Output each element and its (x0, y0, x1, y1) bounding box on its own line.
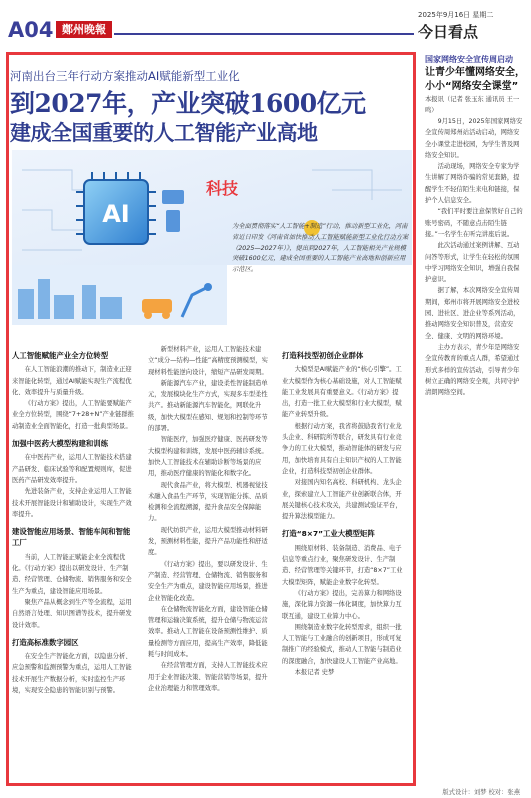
paragraph: 《行动方案》提出，人工智能要赋能产业全方位转型，围绕“7+28+N”产业链群推动制造业全面智能化，打造一批典型场景。 (12, 400, 134, 430)
page-header (0, 0, 531, 44)
paragraph: 在中医药产业，运用人工智能技术搭建产品研发、临床试验等和配置规则库，促进医药产品研发效率提升。 (12, 454, 132, 484)
issue-date: 2025年9月16日 星期二 (418, 11, 494, 19)
sidebar-paragraph: 9月15日，2025年国家网络安全宣传周郑州站活动启动，网络安全小课堂走进校园，为学生普及网络安全知识。 (425, 118, 523, 159)
article-column-1 (12, 344, 136, 696)
sidebar-title-1: 国家网络安全宣传周启动 (425, 55, 513, 64)
paragraph: 对接国内知名高校、科研机构、龙头企业，探索建立人工智能产业创新联合体，开展关键核心技术攻关，共建测试验证平台，提升算法模型能力。 (282, 479, 402, 521)
paragraph: 先进装备产业，支持企业运用人工智能技术开展智能设计和辅助设计，实现生产效率提升。 (12, 488, 132, 518)
paragraph: 《行动方案》提出，要以研发设计、生产制造、经营管理、仓储物流、销售服务和安全生产为重点，建设智能应用场景，推进企业智能化改造。 (148, 560, 268, 602)
chip-ai-label: AI (102, 200, 130, 228)
paragraph: 当前，人工智能正赋能企业全流程优化。《行动方案》提出以研发设计、生产制造、经营管理、仓储物流、销售服务和安全生产为重点，建设智能应用场景。 (12, 553, 132, 595)
sidebar-paragraph: 据了解，本次网络安全宣传周期间，郑州市将开展网络安全进校园、进社区、进企业等系列活动，推动网络安全知识普及，营造安全、健康、文明的网络环境。 (425, 287, 520, 340)
paragraph: 现代食品产业，将大模型、机器视觉技术融入食品生产环节，实现智能分拣、品质检测和全流程溯源，提升食品安全保障能力。 (148, 481, 268, 523)
sidebar-paragraph: 此次活动通过案例讲解、互动问答等形式，让学生在轻松的氛围中学习网络安全知识，增强自我保护意识。 (425, 242, 520, 284)
sidebar-paragraph: “我们平时要注意保管好自己的账号密码，不随意点击陌生链接。”一名学生在听完讲座后说。 (425, 208, 523, 238)
article-column-3 (282, 344, 406, 678)
paragraph: 围绕原材料、装备制造、消费品、电子信息等重点行业，聚焦研发设计、生产制造、经营管理等关键环节，打造“8×7”工业大模型矩阵，赋能企业数字化转型。 (282, 544, 403, 586)
sidebar-body (425, 116, 525, 398)
paragraph: 智能医疗，加强医疗健康、医药研发等大模型构建和训练，发展中医药辅诊系统。加快人工智能技术在辅助诊断等场景的应用，推动医疗健康的智能化和数字化。 (148, 436, 268, 478)
sidebar-byline: 本报讯（记者 张玉东 通讯员 王一鸣） (425, 96, 520, 114)
industry-illustration (12, 265, 227, 325)
section-heading: 打造“8×7”工业大模型矩阵 (282, 529, 375, 539)
sidebar-paragraph: 活动现场，网络安全专家为学生讲解了网络诈骗的常见套路，提醒学生不轻信陌生来电和链接，保护个人信息安全。 (425, 163, 520, 205)
sidebar-article (425, 54, 525, 398)
section-heading: 打造科技型初创企业群体 (282, 351, 364, 360)
page-number: A04 (8, 18, 54, 42)
page-footer: 版式设计：刘梦 校对：张燕 (442, 789, 520, 796)
newspaper-logo: 鄭州晚報 (56, 21, 112, 38)
section-heading: 加强中医药大模型构建和训练 (12, 439, 109, 449)
article-abstract: 为全面贯彻落实“人工智能+制造”行动，推动新型工业化，河南省近日印发《河南省加快推动人工智能赋能新型工业化行动方案（2025—2027年）》，提出到2027年，人工智能相关产业规模突破1600亿元，建成全国重要的人工智能产业高地和创新应用示范区。 (232, 223, 409, 274)
paragraph: 在安全生产智能化方面，以隐患分析、应急预警和监测预警为重点，运用人工智能技术开展生产数据分析，实时监控生产环境，实现安全隐患的智能识别与预警。 (12, 653, 132, 695)
article-headline-line1: 到2027年，产业突破1600亿元 (10, 89, 366, 118)
article-kicker: 河南出台三年行动方案推动AI赋能新型工业化 (10, 69, 240, 83)
paragraph: 聚焦产品从概念到生产等全流程，运用自然语言处理、知识图谱等技术，提升研发设计效率。 (12, 598, 132, 629)
sidebar-paragraph: 主办方表示，青少年是网络安全宣传教育的重点人群，希望通过形式多样的宣传活动，引导青少年树立正确的网络安全观，共同守护清朗网络空间。 (425, 343, 520, 397)
section-heading: 人工智能赋能产业全方位转型 (12, 351, 109, 360)
section-badge-tech: 科技 (206, 179, 239, 198)
section-heading: 打造高标准数字园区 (12, 637, 79, 647)
paragraph: 根据行动方案，我省将鼓励我省行业龙头企业、科研院所等联合，研发具有行业竞争力的工业大模型，推动智能体的研发与应用，加快培育具有自主知识产权的人工智能企业，打造科技型初创企业群体。 (282, 422, 402, 475)
sidebar-title-2: 让青少年懂网络安全，小小“网络安全课堂” (425, 67, 525, 92)
paragraph: 新能源汽车产业，建设柔性智能制造单元，发展模块化生产方式，实现多车型柔性共产。推动新能源汽车智能化，网联化升级，加快大模型在感知、规划和控制等环节的部署。 (148, 379, 268, 433)
article-column-2 (148, 344, 272, 694)
paragraph: 大模型是AI赋能产业的“核心引擎”。工业大模型作为核心基础设施，对人工智能赋能工业发展具有重要意义。《行动方案》提出，打造一批工业大模型和行业大模型，赋能产业转型升级。 (282, 366, 402, 419)
paragraph: 新型材料产业，运用人工智能技术建立“成分—结构—性能”高精度预测模型，实现材料性能逆向设计，缩短产品研发周期。 (148, 346, 268, 376)
section-heading: 建设智能应用场景、智能车间和智能工厂 (12, 527, 131, 548)
paragraph: 在经营管理方面，支持人工智能技术应用于企业智能决策、智能营销等场景，提升企业治理能力和管理效率。 (148, 662, 268, 692)
paragraph: 《行动方案》提出，完善算力和网络设施，深化算力资源一体化调度，加快算力互联互通，建设工业算力中心。 (282, 589, 402, 620)
article-headline-line2: 建成全国重要的人工智能产业高地 (10, 120, 318, 145)
section-title: 今日看点 (418, 23, 479, 41)
paragraph: 围绕制造业数字化转型需求，组织一批人工智能与工业融合的创新项目，形成可复制推广的经验模式，推动人工智能与制造业的深度融合，加快建设人工智能产业高地。 (282, 623, 402, 665)
paragraph: 在仓储物流智能化方面，建设智能仓储管理和运输决策系统，提升仓储与物流运营效率。推动人工智能在设备预测性维护、质量检测等方面应用，提高生产效率，降低能耗与时间成本。 (148, 605, 268, 659)
paragraph: 在人工智能浪潮的推动下，制造业正迎来智能化转型，通过AI赋能实现生产流程优化、效率提升与质量升级。 (12, 366, 132, 396)
paragraph: 本报记者 史梦 (294, 669, 335, 677)
header-rule (114, 33, 414, 35)
paragraph: 现代纺织产业，运用大模型推动材料研发，预测材料性能，提升产品功能性和舒适度。 (148, 526, 268, 557)
